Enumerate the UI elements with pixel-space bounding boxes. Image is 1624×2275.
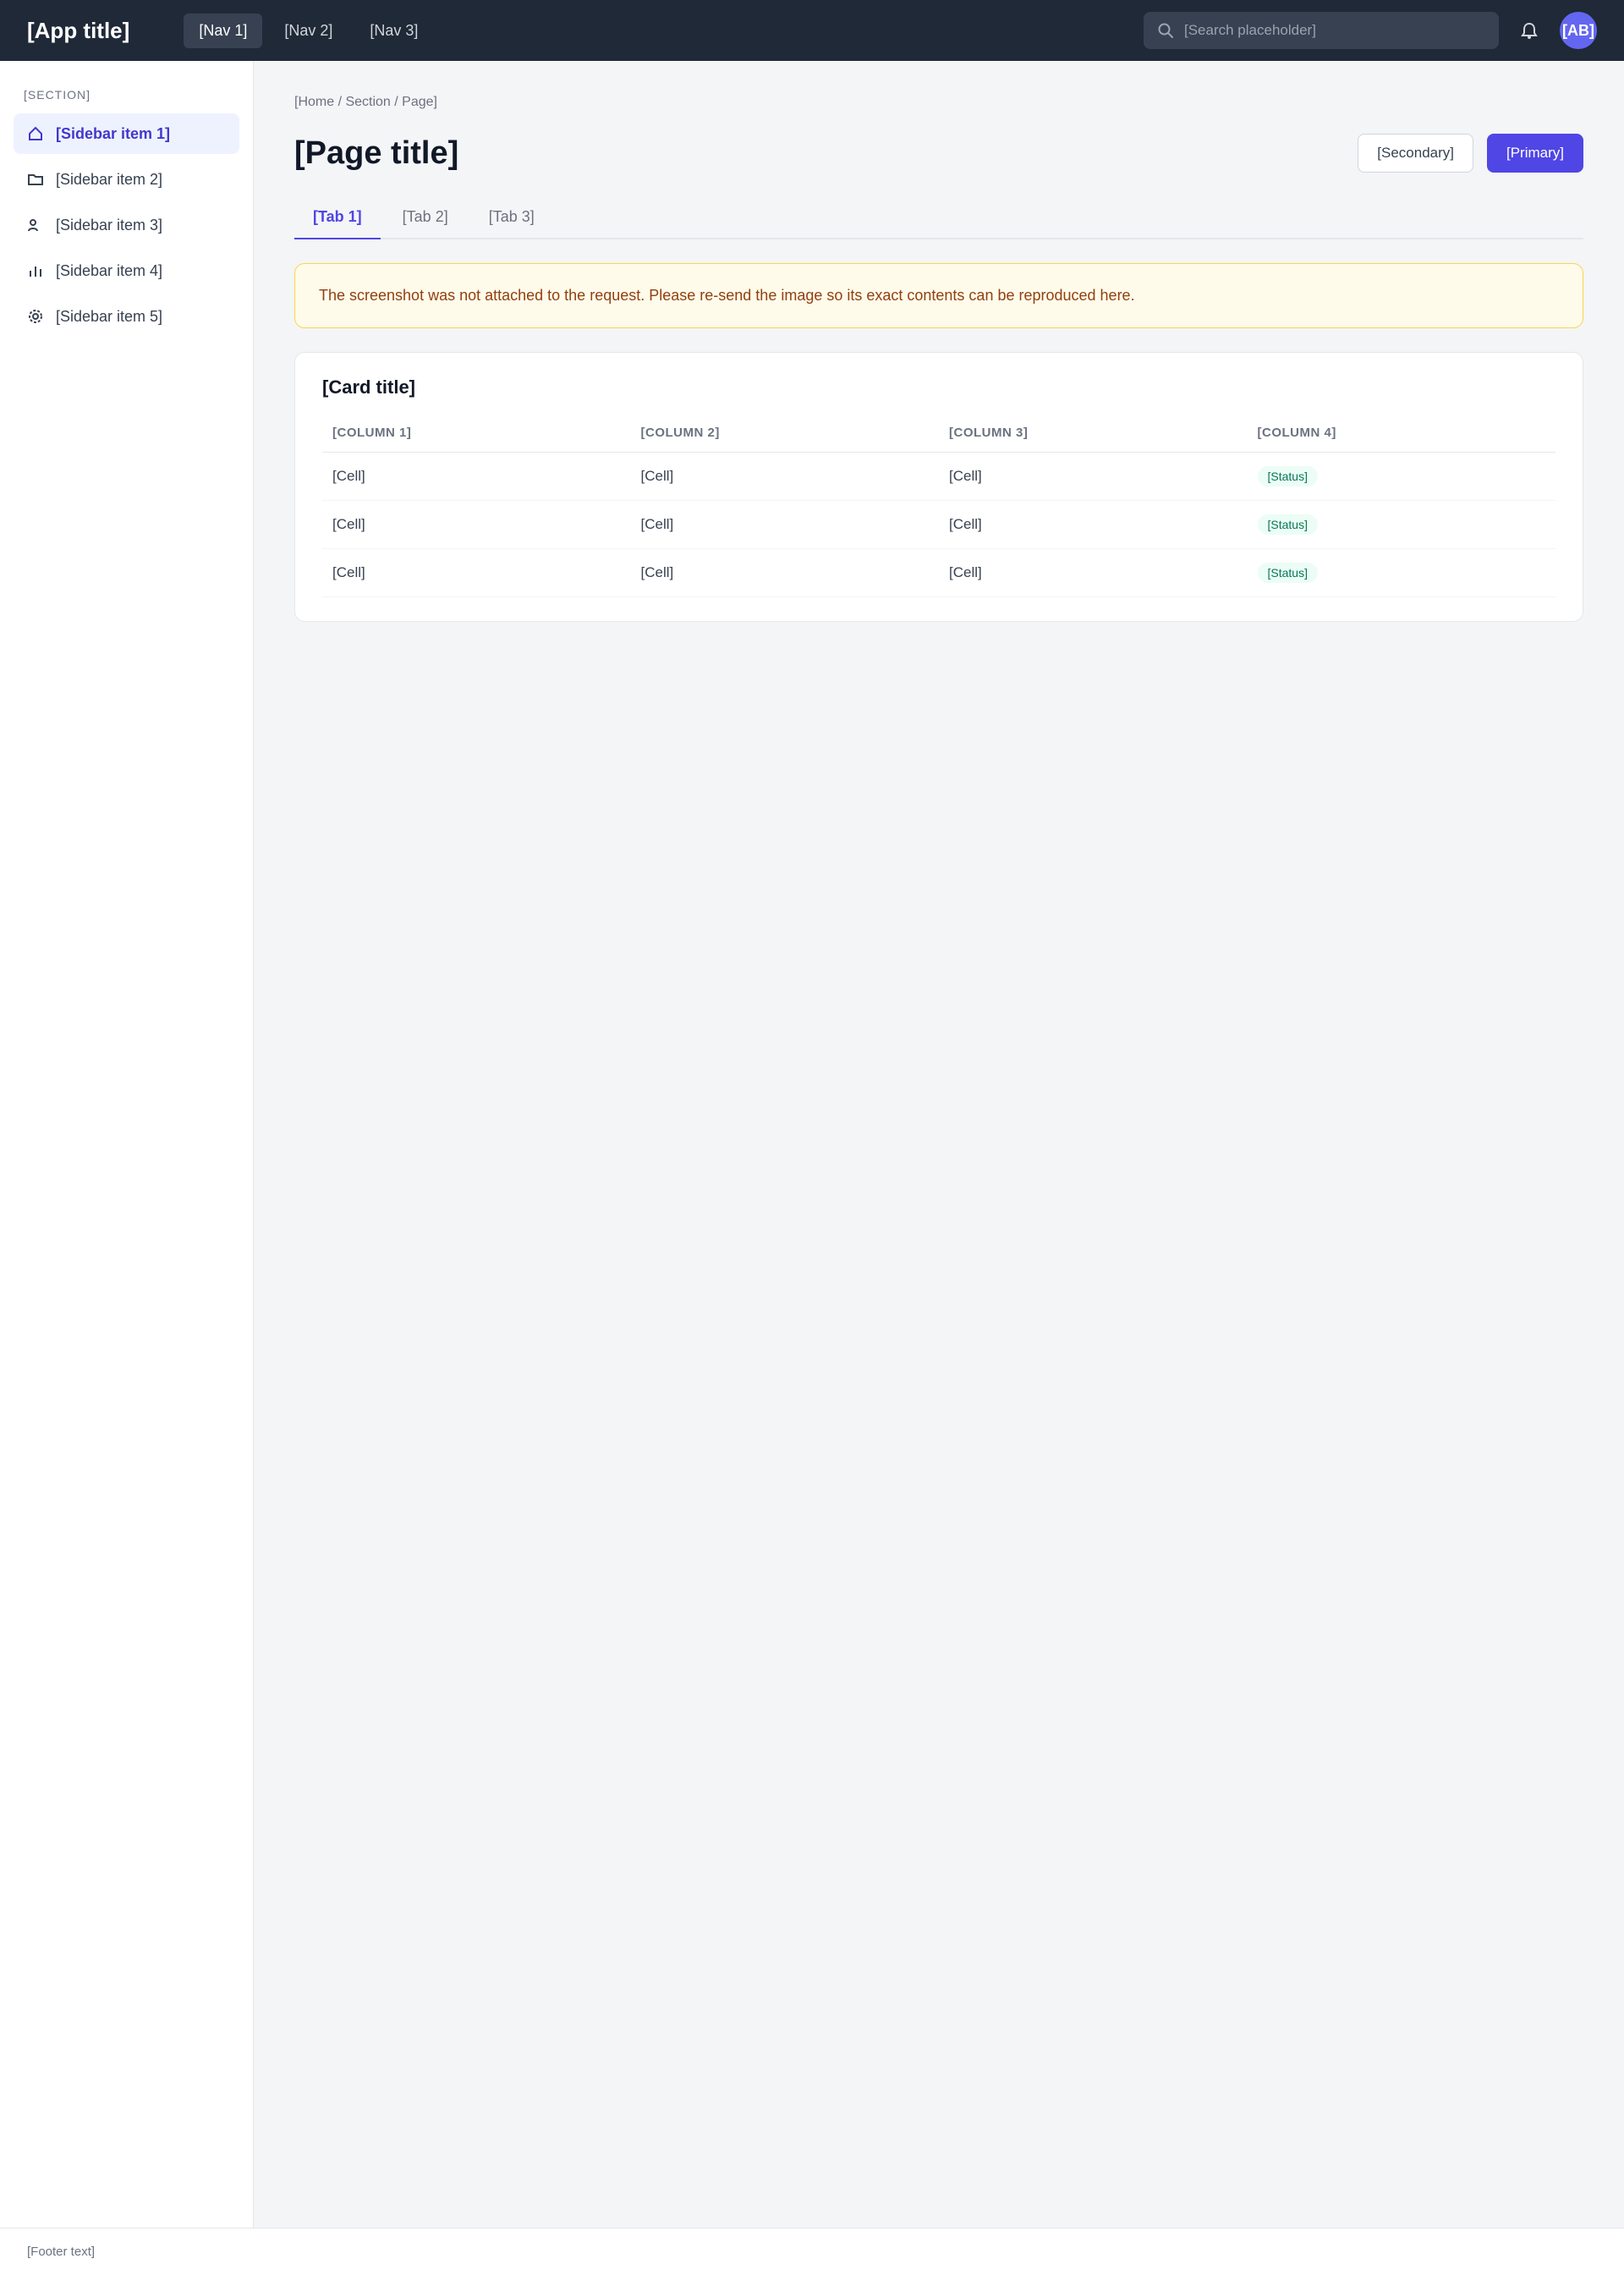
tab-bar [294,196,1583,239]
sidebar-item-4[interactable] [14,250,239,291]
sidebar-item-5[interactable] [14,296,239,337]
table-cell: [Cell] [631,501,940,549]
card-title: [Card title] [322,376,415,398]
table-row[interactable] [322,549,1555,597]
home-icon [25,124,46,144]
main-content [254,61,1624,2228]
footer [0,2228,1624,2275]
avatar[interactable]: [AB] [1560,12,1597,49]
data-table [322,414,1555,597]
search-box [1144,12,1499,49]
top-nav [184,14,433,48]
app-title: [App title] [27,17,130,43]
status-badge: [Status] [1258,563,1318,583]
sidebar-item-label: [Sidebar item 1] [56,124,171,142]
sidebar-item-label: [Sidebar item 5] [56,307,163,325]
table-cell [1248,453,1556,501]
status-badge: [Status] [1258,514,1318,535]
table-cell: [Cell] [631,549,940,597]
nav-item-1[interactable]: [Nav 1] [184,14,262,48]
sidebar-item-3[interactable] [14,205,239,245]
sidebar-item-label: [Sidebar item 4] [56,261,163,279]
table-header[interactable]: [COLUMN 3] [939,414,1248,453]
table-cell: [Cell] [322,549,631,597]
table-cell: [Cell] [322,453,631,501]
table-header[interactable]: [COLUMN 1] [322,414,631,453]
table-cell: [Cell] [939,549,1248,597]
tab-3[interactable]: [Tab 3] [488,208,535,225]
header-row [294,134,1583,173]
tab-1[interactable]: [Tab 1] [294,196,381,239]
users-icon [25,215,46,235]
table-cell: [Cell] [631,453,940,501]
table-header-row [322,414,1555,453]
table-header[interactable]: [COLUMN 4] [1248,414,1556,453]
sidebar-section-label: [SECTION] [24,88,91,102]
primary-button[interactable]: [Primary] [1487,134,1583,173]
table-cell [1248,549,1556,597]
gear-icon [25,306,46,327]
table-header[interactable]: [COLUMN 2] [631,414,940,453]
table-row[interactable] [322,453,1555,501]
chart-icon [25,261,46,281]
data-card [294,352,1583,622]
search-icon [1155,20,1176,41]
search-input[interactable] [1184,22,1487,39]
sidebar-item-2[interactable] [14,159,239,200]
page-title: [Page title] [294,135,459,171]
top-bar [0,0,1624,61]
table-cell: [Cell] [322,501,631,549]
body [0,61,1624,2228]
table-cell: [Cell] [939,453,1248,501]
sidebar [0,61,254,2228]
secondary-button[interactable]: [Secondary] [1358,134,1473,173]
breadcrumb: [Home / Section / Page] [294,95,437,109]
table-cell [1248,501,1556,549]
tab-2[interactable]: [Tab 2] [402,208,448,225]
folder-icon [25,169,46,190]
nav-item-2[interactable]: [Nav 2] [284,21,333,39]
nav-item-3[interactable]: [Nav 3] [370,21,419,39]
missing-image-notice: The screenshot was not attached to the request. Please re-send the image so its exact contents can be reproduced here. [294,263,1583,328]
footer-text: [Footer text] [27,2245,96,2259]
sidebar-item-1[interactable] [14,113,239,154]
sidebar-item-label: [Sidebar item 2] [56,170,163,188]
status-badge: [Status] [1258,466,1318,486]
table-row[interactable] [322,501,1555,549]
bell-icon[interactable] [1519,20,1539,41]
sidebar-item-label: [Sidebar item 3] [56,216,163,234]
table-cell: [Cell] [939,501,1248,549]
